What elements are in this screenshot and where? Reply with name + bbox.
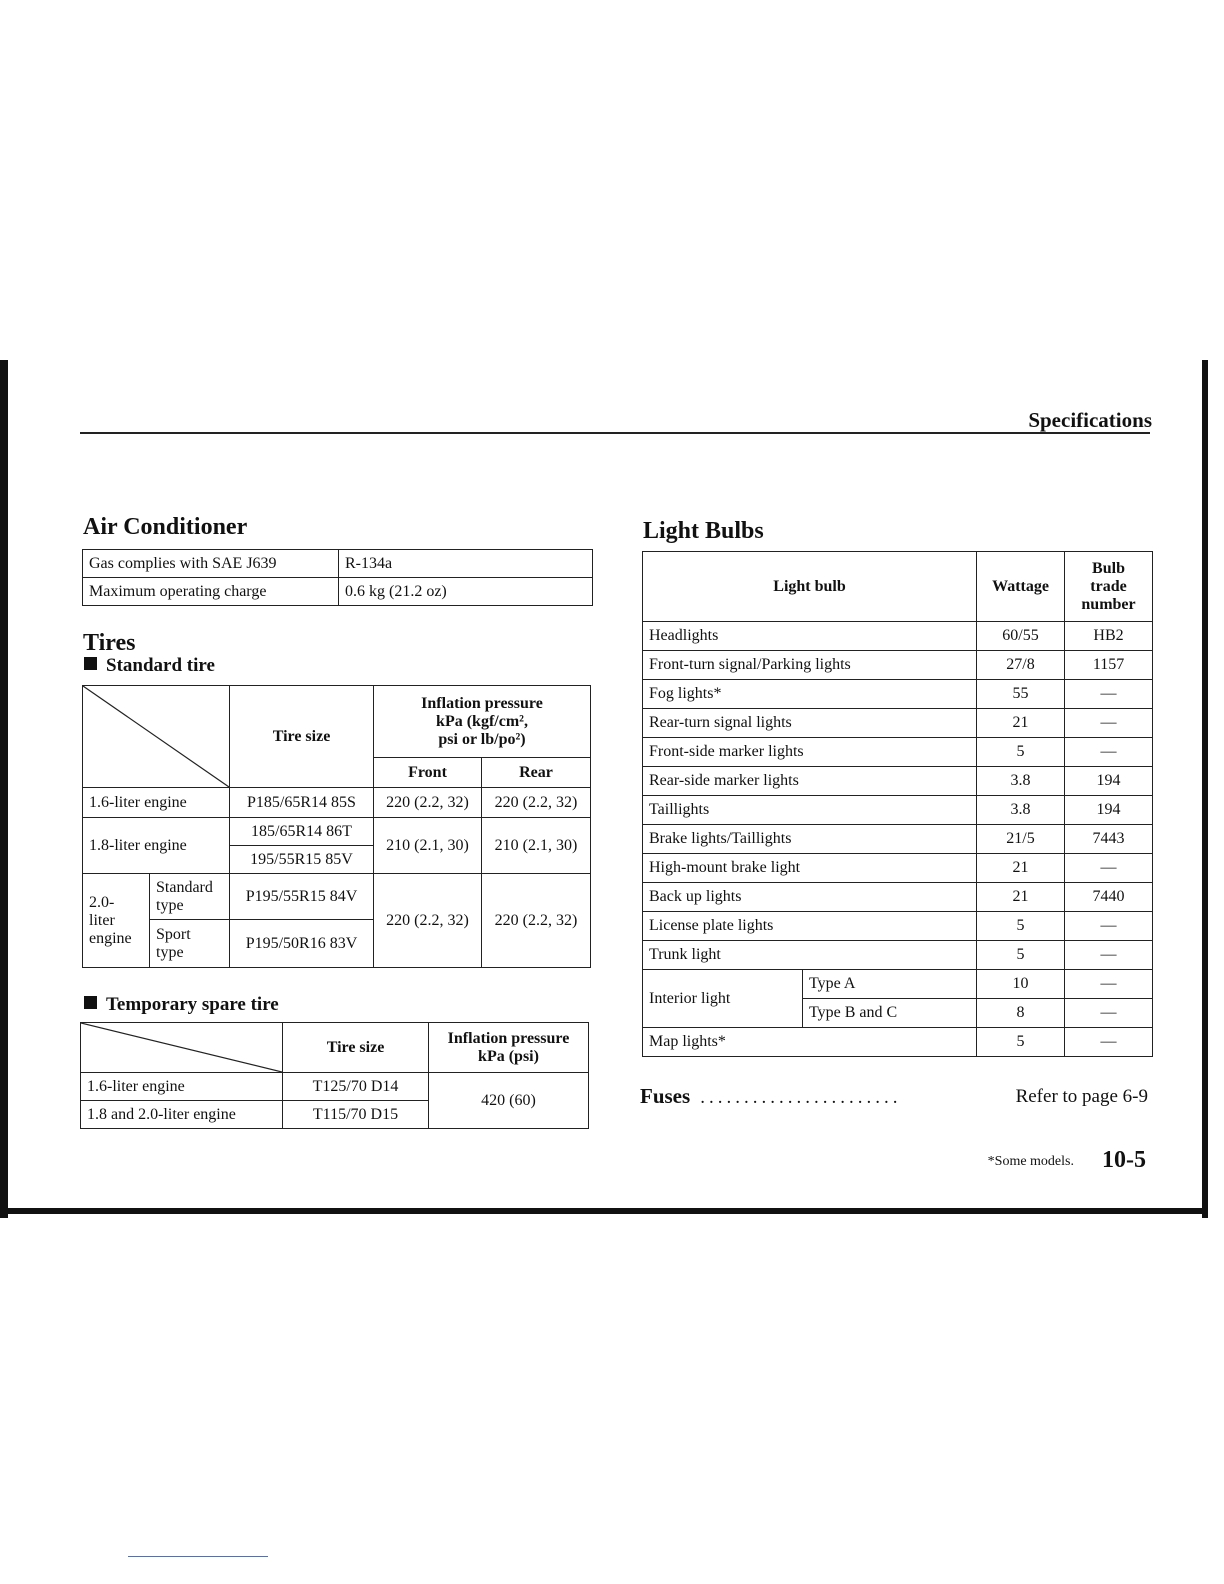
- page-edge-bottom: [0, 1208, 1208, 1214]
- spare-tire-title: Temporary spare tire: [106, 994, 279, 1015]
- diagonal-corner-cell: [81, 1023, 283, 1073]
- bulb-name: Brake lights/Taillights: [643, 825, 977, 854]
- table-row: [643, 738, 1153, 767]
- bulb-wattage: 21/5: [977, 825, 1065, 854]
- rear-pressure-cell: 220 (2.2, 32): [482, 788, 591, 818]
- type-line: Sport: [156, 925, 191, 943]
- header-front: Front: [374, 758, 482, 788]
- header-tire-size: Tire size: [283, 1023, 429, 1073]
- bulb-trade: —: [1065, 970, 1153, 999]
- ac-label: Maximum operating charge: [83, 578, 339, 606]
- pressure-cell: 420 (60): [429, 1073, 589, 1129]
- header-trade-line: number: [1081, 595, 1136, 613]
- table-row: [83, 550, 593, 578]
- type-line: type: [156, 943, 184, 961]
- header-inflation-pressure: [429, 1023, 589, 1073]
- scan-underline: [128, 1556, 268, 1557]
- header-inflation-line: kPa (kgf/cm²,: [436, 712, 528, 730]
- header-section-title: Specifications: [1028, 408, 1152, 432]
- bulb-wattage: 3.8: [977, 767, 1065, 796]
- table-row: [83, 874, 591, 920]
- standard-tire-table: [82, 685, 591, 968]
- bulb-wattage: 27/8: [977, 651, 1065, 680]
- fuses-label: Fuses: [640, 1084, 691, 1108]
- tire-size-cell: P185/65R14 85S: [230, 788, 374, 818]
- tire-size-cell: 195/55R15 85V: [230, 846, 374, 874]
- bulb-wattage: 21: [977, 883, 1065, 912]
- table-row: [643, 970, 1153, 999]
- bulb-wattage: 5: [977, 738, 1065, 767]
- table-row: [643, 651, 1153, 680]
- tire-size-cell: P195/50R16 83V: [230, 920, 374, 968]
- bullet-square-icon: [84, 657, 97, 670]
- header-rule: [80, 432, 1150, 434]
- header-tire-size: Tire size: [230, 686, 374, 788]
- bulb-trade: 7440: [1065, 883, 1153, 912]
- table-row: [83, 818, 591, 846]
- header-light-bulb: Light bulb: [643, 552, 977, 622]
- tire-size-cell: 185/65R14 86T: [230, 818, 374, 846]
- engine-cell: 1.8 and 2.0-liter engine: [81, 1101, 283, 1129]
- bulb-subtype: Type A: [803, 970, 977, 999]
- front-pressure-cell: 210 (2.1, 30): [374, 818, 482, 874]
- bulb-trade: —: [1065, 680, 1153, 709]
- diagonal-line: [81, 1023, 282, 1072]
- tire-size-cell: P195/55R15 84V: [230, 874, 374, 920]
- bulb-trade: —: [1065, 738, 1153, 767]
- type-cell-standard: [150, 874, 230, 920]
- leader-dots: .......................: [700, 1087, 902, 1108]
- header-inflation-line: psi or lb/po²): [438, 730, 526, 748]
- bulb-wattage: 60/55: [977, 622, 1065, 651]
- table-row: [643, 1028, 1153, 1057]
- bulb-wattage: 8: [977, 999, 1065, 1028]
- tire-size-cell: T125/70 D14: [283, 1073, 429, 1101]
- air-conditioner-table: [82, 549, 593, 606]
- engine-cell: 1.6-liter engine: [83, 788, 230, 818]
- bulb-subtype: Type B and C: [803, 999, 977, 1028]
- page-number: 10-5: [1102, 1147, 1146, 1173]
- rear-pressure-cell: 220 (2.2, 32): [482, 874, 591, 968]
- spare-tire-heading: [84, 994, 279, 1016]
- page-edge-left: [0, 360, 8, 1218]
- fuses-line: [640, 1084, 1152, 1109]
- bullet-square-icon: [84, 996, 97, 1009]
- bulb-name: Map lights*: [643, 1028, 977, 1057]
- bulb-wattage: 21: [977, 854, 1065, 883]
- bulb-trade: 194: [1065, 796, 1153, 825]
- bulb-name: Back up lights: [643, 883, 977, 912]
- bulb-wattage: 3.8: [977, 796, 1065, 825]
- header-inflation-pressure: [374, 686, 591, 758]
- table-row: [643, 912, 1153, 941]
- bulb-name: Interior light: [643, 970, 803, 1028]
- bulb-trade: 194: [1065, 767, 1153, 796]
- front-pressure-cell: 220 (2.2, 32): [374, 874, 482, 968]
- tire-size-cell: T115/70 D15: [283, 1101, 429, 1129]
- spare-tire-table: [80, 1022, 589, 1129]
- bulb-wattage: 10: [977, 970, 1065, 999]
- bulb-wattage: 5: [977, 912, 1065, 941]
- engine-cell-20: [83, 874, 150, 968]
- engine-line: 2.0-: [89, 893, 115, 911]
- bulb-trade: 7443: [1065, 825, 1153, 854]
- type-line: Standard: [156, 878, 213, 896]
- header-inflation-line: Inflation pressure: [421, 694, 543, 712]
- engine-line: liter: [89, 911, 115, 929]
- ac-value: R-134a: [339, 550, 593, 578]
- header-inflation-line: Inflation pressure: [447, 1029, 570, 1047]
- bulb-trade: —: [1065, 999, 1153, 1028]
- bulb-trade: 1157: [1065, 651, 1153, 680]
- table-row: [643, 767, 1153, 796]
- engine-cell: 1.6-liter engine: [81, 1073, 283, 1101]
- table-row: [643, 825, 1153, 854]
- bulb-name: Taillights: [643, 796, 977, 825]
- table-row: [643, 854, 1153, 883]
- engine-line: engine: [89, 929, 132, 947]
- page-edge-right: [1202, 360, 1208, 1218]
- diagonal-line: [83, 686, 229, 787]
- bulb-name: Trunk light: [643, 941, 977, 970]
- light-bulbs-table: [642, 551, 1153, 1057]
- header-trade-number: [1065, 552, 1153, 622]
- table-row: [643, 680, 1153, 709]
- table-row: [643, 796, 1153, 825]
- table-row: [643, 941, 1153, 970]
- table-row: [81, 1073, 589, 1101]
- light-bulbs-title: Light Bulbs: [643, 518, 764, 544]
- table-row: [643, 622, 1153, 651]
- header-rear: Rear: [482, 758, 591, 788]
- tires-title: Tires: [83, 630, 136, 656]
- bulb-trade: —: [1065, 1028, 1153, 1057]
- bulb-trade: —: [1065, 854, 1153, 883]
- bulb-wattage: 21: [977, 709, 1065, 738]
- ac-label: Gas complies with SAE J639: [83, 550, 339, 578]
- bulb-trade: —: [1065, 709, 1153, 738]
- table-row: [643, 709, 1153, 738]
- bulb-trade: HB2: [1065, 622, 1153, 651]
- standard-tire-title: Standard tire: [106, 655, 215, 676]
- bulb-name: High-mount brake light: [643, 854, 977, 883]
- header-trade-line: trade: [1090, 577, 1127, 595]
- footnote-some-models: *Some models.: [987, 1154, 1074, 1169]
- bulb-name: Rear-turn signal lights: [643, 709, 977, 738]
- bulb-trade: —: [1065, 912, 1153, 941]
- type-cell-sport: [150, 920, 230, 968]
- diagonal-corner-cell: [83, 686, 230, 788]
- fuses-page-reference: Refer to page 6-9: [1015, 1086, 1148, 1107]
- bulb-name: Rear-side marker lights: [643, 767, 977, 796]
- bulb-name: Fog lights*: [643, 680, 977, 709]
- bulb-name: License plate lights: [643, 912, 977, 941]
- bulb-name: Front-turn signal/Parking lights: [643, 651, 977, 680]
- bulb-wattage: 55: [977, 680, 1065, 709]
- bulb-name: Front-side marker lights: [643, 738, 977, 767]
- bulb-wattage: 5: [977, 941, 1065, 970]
- table-row: [643, 552, 1153, 622]
- type-line: type: [156, 896, 184, 914]
- header-trade-line: Bulb: [1092, 559, 1125, 577]
- bulb-wattage: 5: [977, 1028, 1065, 1057]
- bulb-trade: —: [1065, 941, 1153, 970]
- header-inflation-line: kPa (psi): [478, 1047, 539, 1065]
- table-row: [81, 1023, 589, 1073]
- rear-pressure-cell: 210 (2.1, 30): [482, 818, 591, 874]
- air-conditioner-title: Air Conditioner: [83, 514, 248, 540]
- table-row: [83, 788, 591, 818]
- table-row: [83, 578, 593, 606]
- table-row: [643, 883, 1153, 912]
- header-wattage: Wattage: [977, 552, 1065, 622]
- front-pressure-cell: 220 (2.2, 32): [374, 788, 482, 818]
- table-row: [83, 686, 591, 758]
- bulb-name: Headlights: [643, 622, 977, 651]
- standard-tire-heading: [84, 655, 215, 677]
- engine-cell: 1.8-liter engine: [83, 818, 230, 874]
- ac-value: 0.6 kg (21.2 oz): [339, 578, 593, 606]
